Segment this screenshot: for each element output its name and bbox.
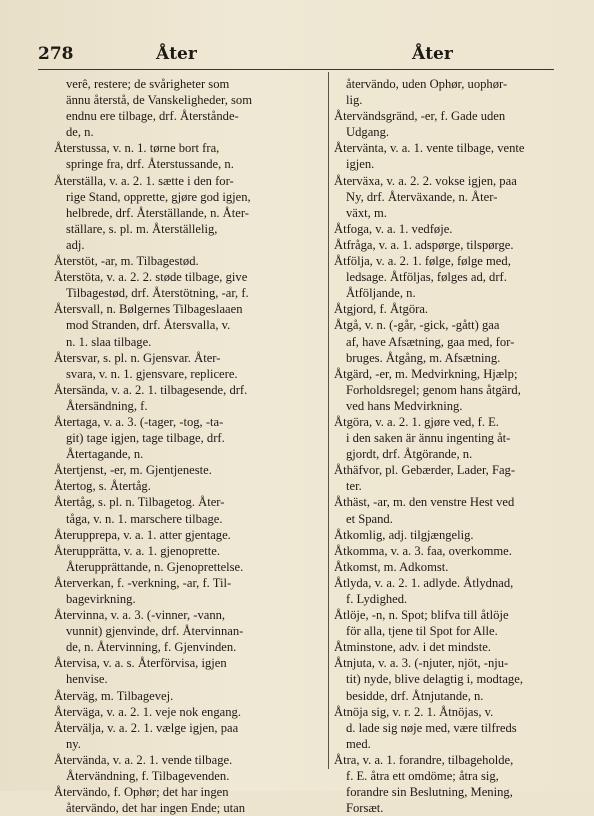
entry-continuation-line: de, n. <box>66 125 94 140</box>
entry-continuation-line: Udgang. <box>346 125 390 140</box>
entry-continuation-line: ny. <box>66 736 81 751</box>
entry-continuation-line: i den saken är ännu ingenting åt- <box>346 431 511 446</box>
entry-continuation-line: ved hans Medvirkning. <box>346 398 463 413</box>
entry-continuation-line: ännu återstå, de Vanskeligheder, som <box>66 93 253 108</box>
entry-continuation-line: tit) nyde, blive delagtig i, modtage, <box>346 672 523 687</box>
entry-continuation-line: verê, restere; de svårigheter som <box>66 77 230 91</box>
entry-continuation-line: för alla, tjene til Spot for Alle. <box>346 624 498 639</box>
entry-line: Återtaga, v. a. 3. (-tager, -tog, -ta- <box>54 414 224 429</box>
entry-line: Åtgå, v. n. (-går, -gick, -gått) gaa <box>334 318 500 333</box>
entry-line: Åtkomlig, adj. tilgjængelig. <box>334 527 474 542</box>
entry-line: Återvinna, v. a. 3. (-vinner, -vann, <box>54 608 226 623</box>
left-running-headword: Åter <box>156 44 197 64</box>
right-column <box>334 76 560 816</box>
entry-line: Återtjenst, -er, m. Gjentjeneste. <box>54 463 212 478</box>
entry-continuation-line: Ny, drf. Återväxande, n. Åter- <box>346 189 498 204</box>
page-number: 278 <box>38 44 74 64</box>
entry-line: Återstöt, -ar, m. Tilbagestød. <box>54 254 199 269</box>
entry-continuation-line: med. <box>346 736 371 751</box>
entry-line: Återsända, v. a. 2. 1. tilbagesende, drf. <box>54 382 248 397</box>
entry-line: Återtog, s. Återtåg. <box>54 479 151 494</box>
entry-line: Återtåg, s. pl. n. Tilbagetog. Åter- <box>54 495 225 510</box>
entry-line: Åtlyda, v. a. 2. 1. adlyde. Åtlydnad, <box>334 575 514 590</box>
entry-continuation-line: f. E. åtra ett omdöme; åtra sig, <box>346 769 499 784</box>
entry-line: Återvända, v. a. 2. 1. vende tilbage. <box>54 752 233 767</box>
entry-continuation-line: n. 1. slaa tilbage. <box>66 334 152 349</box>
entry-continuation-line: besidde, drf. Åtnjutande, n. <box>346 688 484 703</box>
header-rule <box>38 69 554 70</box>
entry-continuation-line: bagevirkning. <box>66 592 136 606</box>
entry-continuation-line: Forsæt. <box>346 801 384 816</box>
entry-line: Åtgöra, v. a. 2. 1. gjøre ved, f. E. <box>334 414 499 429</box>
entry-line: Återsvall, n. Bølgernes Tilbageslaaen <box>54 302 243 317</box>
entry-continuation-line: et Spand. <box>346 511 393 526</box>
column-divider <box>328 72 329 769</box>
entry-line: Åtkomma, v. a. 3. faa, overkomme. <box>334 543 512 558</box>
entry-line: Återvänta, v. a. 1. vente tilbage, vente <box>334 141 525 156</box>
entry-continuation-line: Tilbagestød, drf. Återstötning, -ar, f. <box>66 286 249 301</box>
entry-continuation-line: tåga, v. n. 1. marschere tilbage. <box>66 511 223 526</box>
entry-continuation-line: henvise. <box>66 672 108 687</box>
entry-line: Åthäfvor, pl. Gebærder, Lader, Fag- <box>334 463 516 478</box>
entry-continuation-line: Återsändning, f. <box>66 398 148 413</box>
right-running-headword: Åter <box>412 44 453 64</box>
entry-continuation-line: växt, m. <box>346 205 387 220</box>
entry-continuation-line: lig. <box>346 93 363 108</box>
entry-continuation-line: adj. <box>66 237 85 252</box>
entry-continuation-line: återvändo, uden Ophør, uophør- <box>346 77 508 91</box>
entry-line: Åtkomst, m. Adkomst. <box>334 559 449 574</box>
entry-continuation-line: mod Stranden, drf. Återsvalla, v. <box>66 318 231 333</box>
entry-continuation-line: Återupprättande, n. Gjenoprettelse. <box>66 559 244 574</box>
entry-continuation-line: springe fra, drf. Återstussande, n. <box>66 157 234 172</box>
entry-continuation-line: igjen. <box>346 157 375 172</box>
entry-continuation-line: de, n. Återvinning, f. Gjenvinden. <box>66 640 237 655</box>
entry-line: Återvändo, f. Ophør; det har ingen <box>54 785 229 800</box>
entry-line: Återväg, m. Tilbagevej. <box>54 688 174 703</box>
entry-continuation-line: svara, v. n. 1. gjensvare, replicere. <box>66 366 238 381</box>
entry-continuation-line: helbrede, drf. Återställande, n. Åter- <box>66 205 249 220</box>
entry-continuation-line: git) tage igjen, tage tilbage, drf. <box>66 431 225 446</box>
entry-continuation-line: endnu ere tilbage, drf. Återstånde- <box>66 109 239 124</box>
entry-line: Återstöta, v. a. 2. 2. støde tilbage, give <box>54 270 248 285</box>
entry-continuation-line: ledsage. Åtföljas, følges ad, drf. <box>346 270 507 285</box>
entry-continuation-line: ter. <box>346 479 362 494</box>
entry-continuation-line: bruges. Åtgång, m. Afsætning. <box>346 350 501 365</box>
entry-line: Åtnjuta, v. a. 3. (-njuter, njöt, -nju- <box>334 656 509 671</box>
entry-line: Återvisa, v. a. s. Återförvisa, igjen <box>54 656 227 671</box>
entry-continuation-line: vunnit) gjenvinde, drf. Återvinnan- <box>66 624 244 639</box>
entry-line: Återupprepa, v. a. 1. atter gjentage. <box>54 527 231 542</box>
entry-line: Åtfråga, v. a. 1. adspørge, tilspørge. <box>334 237 514 252</box>
entry-continuation-line: återvändo, det har ingen Ende; utan <box>66 801 246 816</box>
entry-line: Återväxa, v. a. 2. 2. vokse igjen, paa <box>334 173 517 188</box>
entry-continuation-line: forandre sin Beslutning, Mening, <box>346 785 513 800</box>
entry-line: Åtfoga, v. a. 1. vedføje. <box>334 221 453 236</box>
entry-continuation-line: d. lade sig nøje med, være tilfreds <box>346 720 517 735</box>
entry-line: Åthäst, -ar, m. den venstre Hest ved <box>334 495 515 510</box>
entry-continuation-line: ställare, s. pl. m. Återställelig, <box>66 221 218 236</box>
entry-line: Återvälja, v. a. 2. 1. vælge igjen, paa <box>54 720 239 735</box>
entry-continuation-line: Återvändning, f. Tilbagevenden. <box>66 769 230 784</box>
entry-line: Återställa, v. a. 2. 1. sætte i den for- <box>54 173 234 188</box>
entry-continuation-line: Åtföljande, n. <box>346 286 416 301</box>
entry-line: Åtgjord, f. Åtgöra. <box>334 302 429 317</box>
left-column <box>54 76 320 816</box>
entry-continuation-line: f. Lydighed. <box>346 592 408 606</box>
entry-line: Återverkan, f. -verkning, -ar, f. Til- <box>54 575 232 590</box>
entry-continuation-line: Återtagande, n. <box>66 447 144 462</box>
page-header <box>38 44 554 70</box>
entry-line: Återupprätta, v. a. 1. gjenoprette. <box>54 543 220 558</box>
entry-line: Återsvar, s. pl. n. Gjensvar. Åter- <box>54 350 221 365</box>
entry-line: Åtfölja, v. a. 2. 1. følge, følge med, <box>334 254 511 269</box>
entry-line: Återvändsgränd, -er, f. Gade uden <box>334 109 506 124</box>
entry-line: Åtra, v. a. 1. forandre, tilbageholde, <box>334 752 514 767</box>
entry-continuation-line: rige Stand, opprette, gjøre god igjen, <box>66 189 251 204</box>
entry-line: Åtnöja sig, v. r. 2. 1. Åtnöjas, v. <box>334 704 494 719</box>
entry-line: Åtlöje, -n, n. Spot; blifva till åtlöje <box>334 608 509 623</box>
entry-continuation-line: Forholdsregel; genom hans åtgärd, <box>346 382 521 397</box>
entry-line: Återstussa, v. n. 1. tørne bort fra, <box>54 141 220 156</box>
entry-line: Återväga, v. a. 2. 1. veje nok engang. <box>54 704 241 719</box>
entry-line: Åtgärd, -er, m. Medvirkning, Hjælp; <box>334 366 518 381</box>
entry-line: Åtminstone, adv. i det mindste. <box>334 640 491 655</box>
entry-continuation-line: gjordt, drf. Åtgörande, n. <box>346 447 473 462</box>
entry-continuation-line: af, have Afsætning, gaa med, for- <box>346 334 515 349</box>
